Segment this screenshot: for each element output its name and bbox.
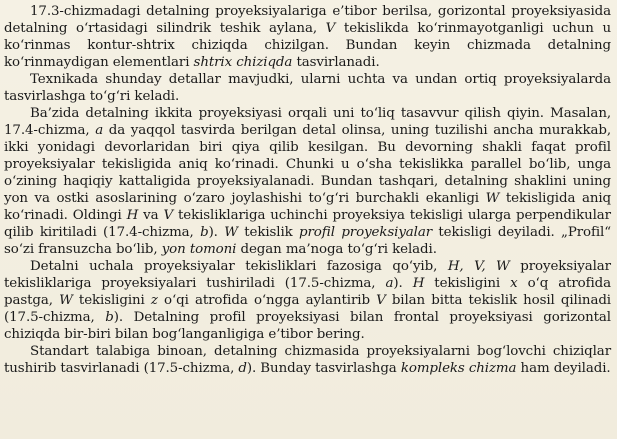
text-run: tasvirlanadi. <box>292 55 380 70</box>
italic-run: kompleks chizma <box>400 361 517 376</box>
text-run: o‘q atrofida pastga, <box>4 276 612 308</box>
text-run: tekisligi deyiladi. „Profil“ so‘zi fransuzcha bo‘lib, <box>4 225 611 257</box>
italic-run: H <box>126 208 139 223</box>
paragraph-4 <box>4 258 611 343</box>
text-run: Ba’zida detalning ikkita proyeksiyasi orqali uni to‘liq tasavvur qilish qiyin. Masalan, 17.4-chizma, <box>4 106 611 138</box>
italic-run: V <box>376 293 386 308</box>
text-run: tekislik <box>237 225 300 240</box>
text-run: Texnikada shunday detallar mavjudki, ularni uchta va undan ortiq proyeksiyalarda tasvirlashga to‘g‘ri keladi. <box>4 72 611 104</box>
text-run: o‘qi atrofida o‘ngga aylantirib <box>157 293 377 308</box>
text-run: tekisligini <box>424 276 511 291</box>
text-run: ). <box>393 276 413 291</box>
text-run: da yaqqol tasvirda berilgan detal olinsa, uning tuzilishi ancha murakkab, ikki yonidagi devorlaridan biri qiya qilib kesilgan. Bu devorning shakli faqat profil proyeksiyalar tekisligida aniq ko‘rinadi. Chunki u o‘sha tekislikka parallel bo‘lib, unga o‘zining haqiqiy kattaligida proyeksiyalanadi. Bundan tashqari, detalning shaklini uning yon va ostki asoslarining o‘zaro joylashishi to‘g‘ri burchakli ekanligi <box>4 123 611 206</box>
italic-run: shtrix chiziqda <box>193 55 293 70</box>
paragraph-3 <box>4 105 611 258</box>
text-run: ). <box>208 225 225 240</box>
italic-run: d <box>238 361 247 376</box>
italic-run: profil proyeksiyalar <box>299 225 433 240</box>
italic-run: a <box>95 123 104 138</box>
italic-run: W <box>59 293 73 308</box>
italic-run: H, V, W <box>447 259 510 274</box>
text-run: proyeksiyalar tekisliklariga proyeksiyalari tushiriladi (17.5-chizma, <box>4 259 611 291</box>
text-run: tekisliklariga uchinchi proyeksiya tekisligi ularga perpendikular qilib kiritiladi (17.4-chizma, <box>4 208 611 240</box>
italic-run: W <box>485 191 500 206</box>
text-run: bilan bitta tekislik hosil qilinadi (17.5-chizma, <box>4 293 611 325</box>
text-run: tekisligida aniq ko‘rinadi. Oldingi <box>4 191 612 223</box>
text-run: degan ma’noga to‘g‘ri keladi. <box>236 242 437 257</box>
paragraph-5 <box>4 343 611 377</box>
italic-run: V <box>163 208 174 223</box>
text-run: ). Detalning profil proyeksiyasi bilan frontal proyeksiyasi gorizontal chiziqda bir-biri bilan bog‘langanligiga e’tibor bering. <box>4 310 611 342</box>
text-run: tekisligini <box>72 293 151 308</box>
italic-run: b <box>105 310 114 325</box>
text-run: va <box>138 208 164 223</box>
text-run: Detalni uchala proyeksiyalar tekisliklari fazosiga qo‘yib, <box>30 259 448 274</box>
text-run: Standart talabiga binoan, detalning chizmasida proyeksiyalarni bog‘lovchi chiziqlar tushirib tasvirlanadi (17.5-chizma, <box>4 344 611 376</box>
text-run: ham deyiladi. <box>516 361 611 376</box>
paragraph-1 <box>4 3 611 71</box>
text-run: tekislikda ko‘rinmayotganligi uchun u ko‘rinmas kontur-shtrix chiziqda chizilgan. Bundan keyin chizmada detalning ko‘rinmaydigan elementlari <box>4 21 611 70</box>
italic-run: V <box>325 21 336 36</box>
text-run: ). Bunday tasvirlashga <box>246 361 401 376</box>
italic-run: x <box>510 276 518 291</box>
italic-run: a <box>385 276 394 291</box>
italic-run: b <box>200 225 209 240</box>
italic-run: z <box>150 293 158 308</box>
italic-run: yon tomoni <box>161 242 237 257</box>
text-run: 17.3-chizmadagi detalning proyeksiyalariga e’tibor berilsa, gorizontal proyeksiyasida detalning o‘rtasidagi silindrik teshik aylana, <box>4 4 611 36</box>
italic-run: W <box>224 225 238 240</box>
italic-run: H <box>412 276 425 291</box>
paragraph-2 <box>4 71 611 105</box>
